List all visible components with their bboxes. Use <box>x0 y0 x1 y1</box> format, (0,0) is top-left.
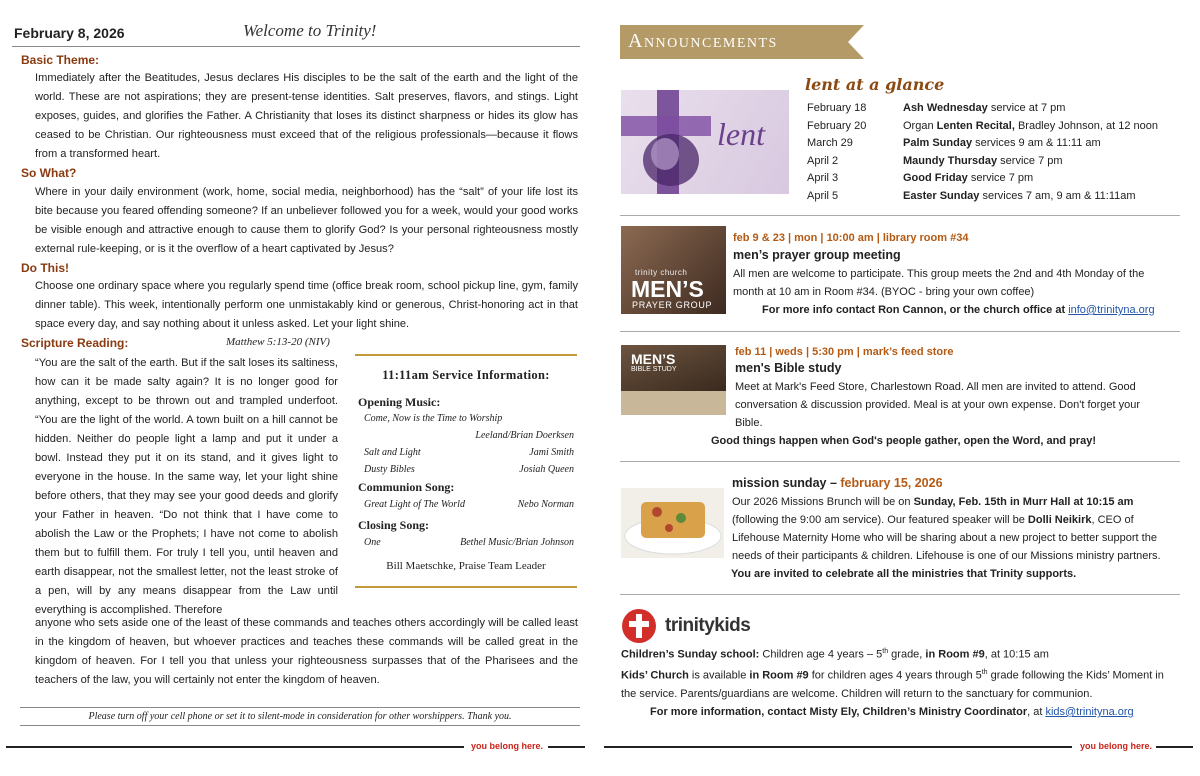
scripture-reference: Matthew 5:13-20 (NIV) <box>226 336 330 348</box>
service-bottom-rule <box>355 586 577 588</box>
kids-contact <box>650 706 1134 718</box>
mens-bible-image-sub: BIBLE STUDY <box>631 366 677 373</box>
lent-event-prefix: Organ <box>903 120 937 132</box>
opening-song-2: Salt and Light <box>364 447 421 458</box>
mission-tagline: You are invited to celebrate all the ministries that Trinity supports. <box>731 568 1077 580</box>
lent-event-detail: services 7 am, 9 am & 11:11am <box>979 190 1136 202</box>
cell-phone-note: Please turn off your cell phone or set it to silent-mode in consideration for other worshippers. Thank you. <box>20 707 580 726</box>
service-title: 11:11am Service Information: <box>382 368 550 382</box>
footer-line-left-end <box>548 746 585 748</box>
info-email-link[interactable]: info@trinityna.org <box>1068 304 1155 316</box>
footer-line-right <box>604 746 1072 748</box>
announcements-banner-text: Announcements <box>628 30 778 52</box>
section-divider <box>620 215 1180 216</box>
lent-date: April 3 <box>807 172 839 184</box>
lent-event-name: Palm Sunday <box>903 137 973 149</box>
mens-prayer-title: men’s prayer group meeting <box>733 248 901 262</box>
service-info-box <box>355 354 577 588</box>
kids-line1-sup: th <box>882 648 889 655</box>
scripture-heading: Scripture Reading: <box>21 336 129 350</box>
section-divider <box>620 331 1180 332</box>
mission-speaker: Dolli Neikirk <box>1027 514 1092 526</box>
mission-brunch-date: Sunday, Feb. 15th in Murr Hall at 10:15 am <box>913 496 1134 508</box>
mens-bible-tagline: Good things happen when God's people gather, open the Word, and pray! <box>711 435 1096 447</box>
lent-image <box>621 90 789 194</box>
mens-prayer-body: All men are welcome to participate. This group meets the 2nd and 4th Monday of the month at 10 am in Room #34. (BYOC - bring your own coffee) <box>733 268 1145 298</box>
mission-title <box>732 476 943 490</box>
section-divider <box>620 461 1180 462</box>
closing-song: One <box>364 537 381 548</box>
basic-theme-heading: Basic Theme: <box>21 53 100 67</box>
mens-bible-body: Meet at Mark's Feed Store, Charlestown Road. All men are invited to attend. Good conversation & discussion provided. Meal is at your own expense. Don't forget your Bible. <box>735 381 1141 429</box>
announcements-banner-tip <box>848 25 864 59</box>
lent-event-name: Ash Wednesday <box>903 102 988 114</box>
footer-tagline-left: you belong here. <box>471 741 544 751</box>
mission-title-date: february 15, 2026 <box>840 476 943 490</box>
kids-line2-text: for children ages 4 years through 5 <box>808 669 982 682</box>
opening-artist-1: Leeland/Brian Doerksen <box>475 430 574 441</box>
kids-line1-text: grade, <box>888 648 926 661</box>
mission-body-text: , CEO of Lifehouse Maternity Home who will be sharing about a new project to better support the needs of their participants & children. Lifehouse is one of our Missions ministry partners. <box>732 514 1161 562</box>
lent-event-name: Good Friday <box>903 172 968 184</box>
kids-line1-text: , at 10:15 am <box>984 648 1049 661</box>
mens-bible-meta: feb 11 | weds | 5:30 pm | mark’s feed store <box>735 346 954 358</box>
do-this-body: Choose one ordinary space where you regularly spend time (office break room, school pickup line, gym, family dinner table). This week, intentionally perform one unmistakably kind or generous, Christ-honoring act in that space every day, and say nothing about it unless asked. Let your light shine. <box>35 280 578 330</box>
kids-logo-trinity: trinity <box>665 615 715 636</box>
basic-theme-body: Immediately after the Beatitudes, Jesus declares His disciples to be the salt of the earth and the light of the world. These are not aspirations; they are present-tense identities. Salt preserves, flavors, and stings. Light exposes, guides, and glorifies the Father. A Christianity that loses its distinct sharpness or hides its glow has ceased to be Christian. Our righteousness must exceed that of the religious professionals—because it flows from a transformed heart. <box>35 72 578 160</box>
lent-event-detail: service 7 pm <box>997 155 1063 167</box>
scripture-text-full: anyone who sets aside one of the least of these commands and teaches others accordingly will be called least in the kingdom of heaven, but whoever practices and teaches these commands will be called great in the kingdom of heaven. For I tell you that unless your righteousness surpasses that of the Pharisees and the teachers of the law, you will certainly not enter the kingdom of heaven. <box>35 617 578 686</box>
trinity-kids-logo <box>621 608 761 644</box>
mens-prayer-contact-text: For more info contact Ron Cannon, or the church office at <box>762 304 1069 316</box>
lent-event-detail: services 9 am & 11:11 am <box>972 137 1101 149</box>
communion-song: Great Light of The World <box>364 499 465 510</box>
scripture-text-column: “You are the salt of the earth. But if the salt loses its saltiness, how can it be made salty again? It is no longer good for anything, except to be thrown out and trampled underfoot. “You are the light of the world. A town built on a hill cannot be hidden. Neither do people light a lamp and put it under a bowl. Instead they put it on its stand, and it gives light to everyone in the house. In the same way, let your light shine before others, that they may see your good deeds and glorify your Father in heaven. “Do not think that I have come to abolish the Law or the Prophets; I have not come to abolish them but to fulfill them. For truly I tell you, until heaven and earth disappear, not the smallest letter, not the least stroke of a pen, will by any means disappear from the Law until everything is accomplished. Therefore <box>35 357 338 616</box>
closing-heading: Closing Song: <box>358 518 430 532</box>
lent-event-detail: Bradley Johnson, at 12 noon <box>1014 120 1158 132</box>
mens-prayer-image-sub: PRAYER GROUP <box>632 300 713 310</box>
brunch-food-image <box>621 488 724 558</box>
kids-line2-bold: Kids’ Church <box>621 669 689 682</box>
kids-church <box>621 664 1179 703</box>
praise-leader: Bill Maetschke, Praise Team Leader <box>386 560 546 572</box>
section-divider <box>620 594 1180 595</box>
header-rule <box>12 46 580 47</box>
mens-bible-image <box>621 345 726 415</box>
open-bible-graphic <box>621 391 726 415</box>
mens-prayer-image-small: trinity church <box>635 268 688 277</box>
mission-title-text: mission sunday – <box>732 476 841 490</box>
lent-date: April 2 <box>807 155 839 167</box>
lent-event-detail: service 7 pm <box>967 172 1034 184</box>
footer-line-left <box>6 746 464 748</box>
kids-line2-sup: th <box>981 669 988 676</box>
kids-line1-bold: Children’s Sunday school: <box>621 648 760 661</box>
opening-heading: Opening Music: <box>358 395 441 409</box>
brunch-plate-graphic <box>621 488 724 558</box>
bulletin-date: February 8, 2026 <box>14 25 125 41</box>
communion-heading: Communion Song: <box>358 480 455 494</box>
lent-title: lent at a glance <box>805 75 945 94</box>
welcome-title: Welcome to Trinity! <box>243 21 377 40</box>
communion-artist: Nebo Norman <box>517 499 574 510</box>
kids-contact-at: , at <box>1027 706 1046 718</box>
lent-event-name: Easter Sunday <box>903 190 980 202</box>
kids-logo-text <box>665 615 750 637</box>
mission-body-text: Our 2026 Missions Brunch will be on <box>732 496 914 508</box>
service-top-rule <box>355 354 577 356</box>
opening-artist-2: Jami Smith <box>529 447 574 458</box>
lent-event-name: Lenten Recital, <box>936 120 1015 132</box>
lent-event-detail: service at 7 pm <box>987 102 1066 114</box>
lent-date: February 20 <box>807 120 867 132</box>
kids-line2-room: in Room #9 <box>749 669 809 682</box>
lent-date: April 5 <box>807 190 839 202</box>
opening-song-3: Dusty Bibles <box>364 464 415 475</box>
lent-image-word: lent <box>717 116 765 152</box>
so-what-heading: So What? <box>21 166 77 180</box>
kids-line2-text: is available <box>688 669 750 682</box>
closing-artist: Bethel Music/Brian Johnson <box>460 537 574 548</box>
footer-line-right-end <box>1156 746 1193 748</box>
lent-event-name: Maundy Thursday <box>903 155 998 167</box>
so-what-body: Where in your daily environment (work, home, social media, neighborhood) has the “salt” of your life lost its bite because you feared offending someone? If an unbeliever followed you for a week, would your good works be visible enough and attractive enough to cause them to glorify God? Is your personal righteousness mostly external rule-keeping, or is it the overflow of a heart captivated by Jesus? <box>35 186 578 255</box>
mens-prayer-contact <box>762 304 1155 316</box>
opening-song-1: Come, Now is the Time to Worship <box>364 413 503 424</box>
kids-contact-text: For more information, contact Misty Ely, Children’s Ministry Coordinator <box>650 706 1028 718</box>
kids-line1-text: Children age 4 years – 5 <box>759 648 883 661</box>
mens-prayer-image-big: MEN’S <box>631 276 704 302</box>
kids-sunday-school <box>621 643 1179 664</box>
lent-date: March 29 <box>807 137 853 149</box>
opening-artist-3: Josiah Queen <box>519 464 574 475</box>
kids-email-link[interactable]: kids@trinityna.org <box>1045 706 1134 718</box>
lent-date: February 18 <box>807 102 867 114</box>
mens-bible-title: men's Bible study <box>735 361 842 375</box>
kids-cross-icon <box>621 608 657 644</box>
mission-body <box>732 493 1177 565</box>
mens-bible-image-big: MEN’S <box>631 351 676 367</box>
mens-prayer-image <box>621 226 726 314</box>
kids-line1-room: in Room #9 <box>925 648 985 661</box>
kids-line2-text: grade following the Kids’ Moment in the service. Parents/guardians are welcome. Children will return to the sanctuary for communion. <box>621 669 1164 700</box>
kids-logo-kids: kids <box>714 615 751 636</box>
mission-body-text: (following the 9:00 am service). Our featured speaker will be <box>732 514 1028 526</box>
footer-tagline-right: you belong here. <box>1080 741 1153 751</box>
do-this-heading: Do This! <box>21 261 69 275</box>
mens-prayer-meta: feb 9 & 23 | mon | 10:00 am | library room #34 <box>733 232 969 244</box>
